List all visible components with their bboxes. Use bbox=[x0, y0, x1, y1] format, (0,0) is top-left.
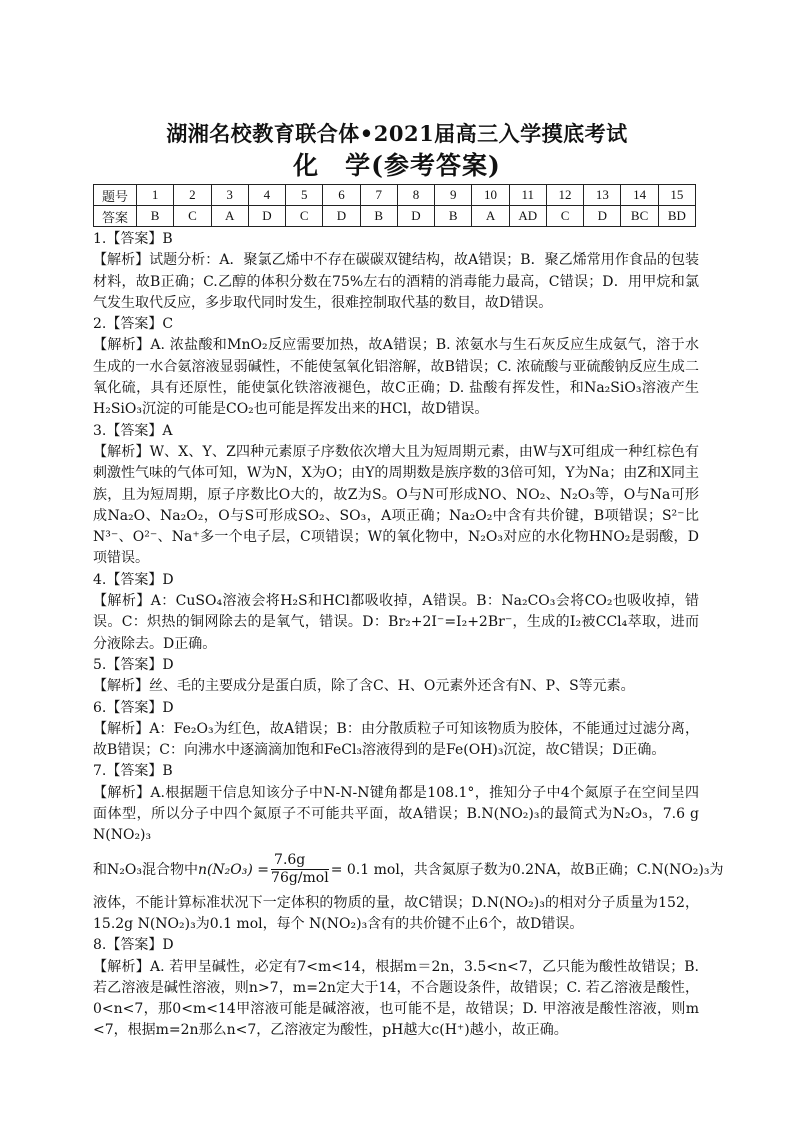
answer-cell: AD bbox=[509, 206, 546, 227]
q7-answer: 7.【答案】B bbox=[93, 763, 173, 780]
question-number: 3 bbox=[211, 185, 248, 206]
q7-analysis-part1: 【解析】A.根据题干信息知该分子中N-N-N键角都是108.1°，推知分子中4个氮原子在空间呈四面体型，所以分子中四个氮原子不可能共平面，故A错误；B.N(NO₂)₃的最简式为N₂O₃，7.6 g N(NO₂)₃ bbox=[93, 784, 699, 844]
answer-table bbox=[93, 184, 696, 227]
formula-rhs: = 0.1 mol bbox=[330, 861, 400, 878]
exam-title: 湖湘名校教育联合体•2021届高三入学摸底考试 bbox=[166, 121, 628, 146]
q5-answer: 5.【答案】D bbox=[93, 656, 174, 673]
question-number-row bbox=[94, 185, 696, 206]
question-number: 11 bbox=[509, 185, 546, 206]
q6-analysis: 【解析】A：Fe₂O₃为红色，故A错误；B：由分散质粒子可知该物质为胶体，不能通过过滤分离，故B错误；C：向沸水中逐滴滴加饱和FeCl₃溶液得到的是Fe(OH)₃沉淀，故C错误；D正确。 bbox=[93, 720, 699, 759]
q5-analysis: 【解析】丝、毛的主要成分是蛋白质，除了含C、H、O元素外还含有N、P、S等元素。 bbox=[93, 678, 635, 695]
answer-cell: B bbox=[435, 206, 472, 227]
formula-suffix: ，共含氮原子数为0.2NA，故B正确；C.N(NO₂)₃为 bbox=[399, 861, 724, 878]
q4-answer: 4.【答案】D bbox=[93, 571, 174, 588]
q3-answer: 3.【答案】A bbox=[93, 422, 173, 439]
answer-cell: C bbox=[546, 206, 583, 227]
explanations bbox=[93, 229, 724, 1042]
question-number: 13 bbox=[584, 185, 621, 206]
answer-cell: D bbox=[397, 206, 434, 227]
question-number: 6 bbox=[323, 185, 360, 206]
formula-fraction bbox=[271, 852, 329, 887]
q1-analysis: 【解析】试题分析：A．聚氯乙烯中不存在碳碳双键结构，故A错误；B．聚乙烯常用作食品的包装材料，故B正确；C.乙醇的体积分数在75%左右的酒精的消毒能力最高，C错误；D．用甲烷和氯气发生取代反应，多步取代同时发生，很难控制取代基的数目，故D错误。 bbox=[93, 252, 699, 311]
question-number: 2 bbox=[174, 185, 211, 206]
formula-lhs: n(N₂O₃) = bbox=[197, 861, 270, 878]
q8-analysis: 【解析】A. 若甲呈碱性，必定有7<m<14，根据m＝2n，3.5<n<7，乙只能为酸性故错误；B. 若乙溶液是碱性溶液，则n>7，m=2n定大于14，不合题设条件，故错误；C. 若乙溶液是酸性，0<n<7，那0<m<14甲溶液可能是碱溶液，也可能不是，故错误；D. 甲溶液是酸性溶液，则m <7，根据m=2n那么n<7，乙溶液定为酸性，pH越大c(H⁺)越小，故正确。 bbox=[93, 958, 699, 1039]
q6-answer: 6.【答案】D bbox=[93, 699, 174, 716]
answer-cell: B bbox=[137, 206, 174, 227]
q7-analysis-part2: 液体，不能计算标准状况下一定体积的物质的量，故C错误；D.N(NO₂)₃的相对分子质量为152，15.2g N(NO₂)₃为0.1 mol，每个 N(NO₂)₃含有的共价键不止6个，故D错误。 bbox=[93, 894, 699, 932]
question-number: 4 bbox=[248, 185, 285, 206]
answer-cell: D bbox=[584, 206, 621, 227]
row-label-number: 题号 bbox=[94, 185, 137, 206]
q3-analysis: 【解析】W、X、Y、Z四种元素原子序数依次增大且为短周期元素，由W与X可组成一种红棕色有刺激性气味的气体可知，W为N，X为O；由Y的周期数是族序数的3倍可知，Y为Na；由Z和X同主族，且为短周期，原子序数比O大的，故Z为S。O与N可形成NO、NO₂、N₂O₃等，O与Na可形成Na₂O、Na₂O₂，O与S可形成SO₂、SO₃，A项正确；Na₂O₂中含有共价键，B项错误；S²⁻比N³⁻、O²⁻、Na⁺多一个电子层，C项错误；W的氧化物中，N₂O₃对应的水化物HNO₂是弱酸，D项错误。 bbox=[93, 443, 699, 567]
q2-answer: 2.【答案】C bbox=[93, 316, 174, 333]
question-number: 15 bbox=[658, 185, 695, 206]
question-number: 7 bbox=[360, 185, 397, 206]
question-number: 1 bbox=[137, 185, 174, 206]
answer-cell: C bbox=[286, 206, 323, 227]
question-number: 10 bbox=[472, 185, 509, 206]
fraction-numerator: 7.6g bbox=[271, 852, 329, 870]
question-number: 8 bbox=[397, 185, 434, 206]
q8-answer: 8.【答案】D bbox=[93, 937, 174, 954]
answer-row bbox=[94, 206, 696, 227]
question-number: 5 bbox=[286, 185, 323, 206]
fraction-denominator: 76g/mol bbox=[271, 870, 329, 887]
answer-cell: D bbox=[248, 206, 285, 227]
q7-formula-line bbox=[93, 847, 724, 893]
formula-prefix: 和N₂O₃混合物中 bbox=[93, 861, 198, 878]
answer-cell: BD bbox=[658, 206, 695, 227]
question-number: 14 bbox=[621, 185, 658, 206]
q2-analysis: 【解析】A. 浓盐酸和MnO₂反应需要加热，故A错误；B. 浓氨水与生石灰反应生成氨气，溶于水生成的一水合氨溶液显弱碱性，不能使氢氧化铝溶解，故B错误；C. 浓硫酸与亚硫酸钠反应生成二氧化硫，具有还原性，能使氯化铁溶液褪色，故C正确；D. 盐酸有挥发性，和Na₂SiO₃溶液产生H₂SiO₃沉淀的可能是CO₂也可能是挥发出来的HCl，故D错误。 bbox=[93, 337, 699, 418]
answer-cell: A bbox=[211, 206, 248, 227]
answer-cell: A bbox=[472, 206, 509, 227]
q1-answer: 1.【答案】B bbox=[93, 231, 173, 247]
question-number: 12 bbox=[546, 185, 583, 206]
q4-analysis: 【解析】A：CuSO₄溶液会将H₂S和HCl都吸收掉，A错误。B：Na₂CO₃会将CO₂也吸收掉，错误。C：炽热的铜网除去的是氧气，错误。D：Br₂+2I⁻=I₂+2Br⁻，生成的I₂被CCl₄萃取，进而分液除去。D正确。 bbox=[93, 593, 699, 652]
answer-cell: B bbox=[360, 206, 397, 227]
answer-cell: BC bbox=[621, 206, 658, 227]
subject-title: 化 学(参考答案) bbox=[293, 151, 501, 180]
answer-cell: C bbox=[174, 206, 211, 227]
row-label-answer: 答案 bbox=[94, 206, 137, 227]
answer-cell: D bbox=[323, 206, 360, 227]
question-number: 9 bbox=[435, 185, 472, 206]
